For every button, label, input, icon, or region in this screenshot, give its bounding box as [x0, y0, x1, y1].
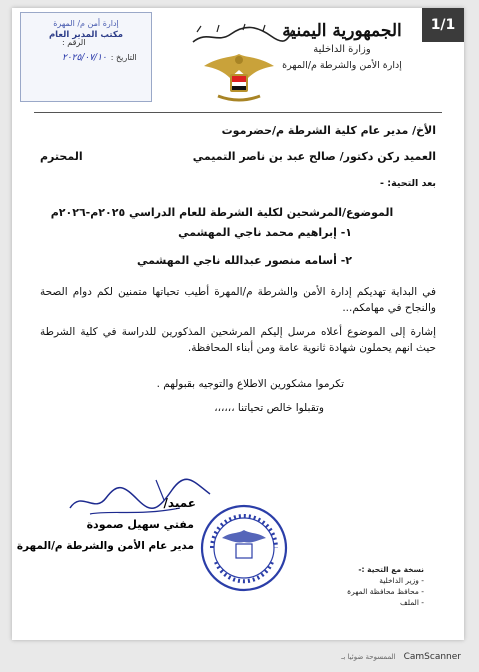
- honorific: المحترم: [40, 150, 83, 163]
- scan-footer: [341, 652, 461, 662]
- reference-meta: [62, 38, 182, 68]
- ministry-line-3: إدارة الأمن والشرطة م/المهرة: [282, 60, 402, 71]
- date-row: [62, 53, 182, 68]
- camscanner-app-name: CamScanner: [403, 652, 461, 662]
- copy-item: - الملف: [399, 598, 424, 607]
- paragraph-1: في البداية تهديكم إدارة الأمن والشرطة م/المهرة أطيب تحياتها متمنين لكم دوام الصحة والنجاح في مهامكم...: [40, 286, 436, 314]
- subject-line: الموضوع/المرشحين لكلية الشرطة للعام الدراسي ٢٠٢٥م-٢٠٢٦م: [50, 206, 394, 219]
- signatory-role: مدير عام الأمن والشرطة م/المهرة: [16, 540, 194, 552]
- document-page: [12, 8, 464, 640]
- scan-label: الممسوحة ضوئيا بـ: [341, 653, 396, 661]
- candidate-1: ١- إبراهيم محمد ناجي المهشمي: [178, 226, 352, 239]
- page-counter: 1/1: [422, 8, 464, 42]
- official-seal-icon: [198, 502, 290, 594]
- signatory-rank: عميد/: [163, 496, 196, 510]
- greeting: بعد التحية: -: [380, 178, 436, 189]
- copies-list: [347, 564, 424, 608]
- closing-request: تكرموا مشكورين الاطلاع والتوجيه بقبولهم .: [156, 378, 344, 390]
- ministry-line-1: الجمهورية اليمنية: [282, 21, 402, 41]
- eagle-emblem-icon: [198, 48, 280, 104]
- recipient-row: [40, 150, 436, 163]
- copies-title: نسخة مع التحية :-: [358, 565, 424, 574]
- date-value: ٢٠٢٥/٠٧/١٠: [62, 53, 107, 63]
- addressee-line: الأخ/ مدير عام كلية الشرطة م/حضرموت: [221, 124, 436, 137]
- date-label: التاريخ :: [110, 53, 137, 62]
- signatory-name: مفتي سهيل صمودة: [86, 518, 194, 531]
- number-label: الرقم :: [62, 38, 86, 47]
- ministry-line-2: وزارة الداخلية: [313, 44, 371, 55]
- copy-item: - وزير الداخلية: [379, 576, 424, 585]
- copy-item: - محافظ محافظة المهرة: [347, 587, 424, 596]
- basmala-calligraphy: [187, 22, 297, 48]
- candidate-2: ٢- أسامه منصور عبدالله ناجي المهشمي: [137, 254, 352, 267]
- header-divider: [34, 112, 442, 113]
- closing-regards: وتقبلوا خالص تحياتنا ،،،،،،: [214, 402, 324, 414]
- paragraph-2: إشارة إلى الموضوع أعلاه مرسل إليكم المرشحين المذكورين للدراسة في كلية الشرطة حيث انهم يحملون شهادة ثانوية عامة ومن أبناء المحافظة.: [40, 326, 436, 354]
- number-row: [62, 38, 182, 53]
- stamp-line-2: مكتب المدير العام: [48, 30, 124, 40]
- recipient-name: العميد ركن دكتور/ صالح عبد بن ناصر التميمي: [192, 150, 436, 163]
- stamp-line-1: إدارة أمن م/ المهرة: [53, 19, 119, 28]
